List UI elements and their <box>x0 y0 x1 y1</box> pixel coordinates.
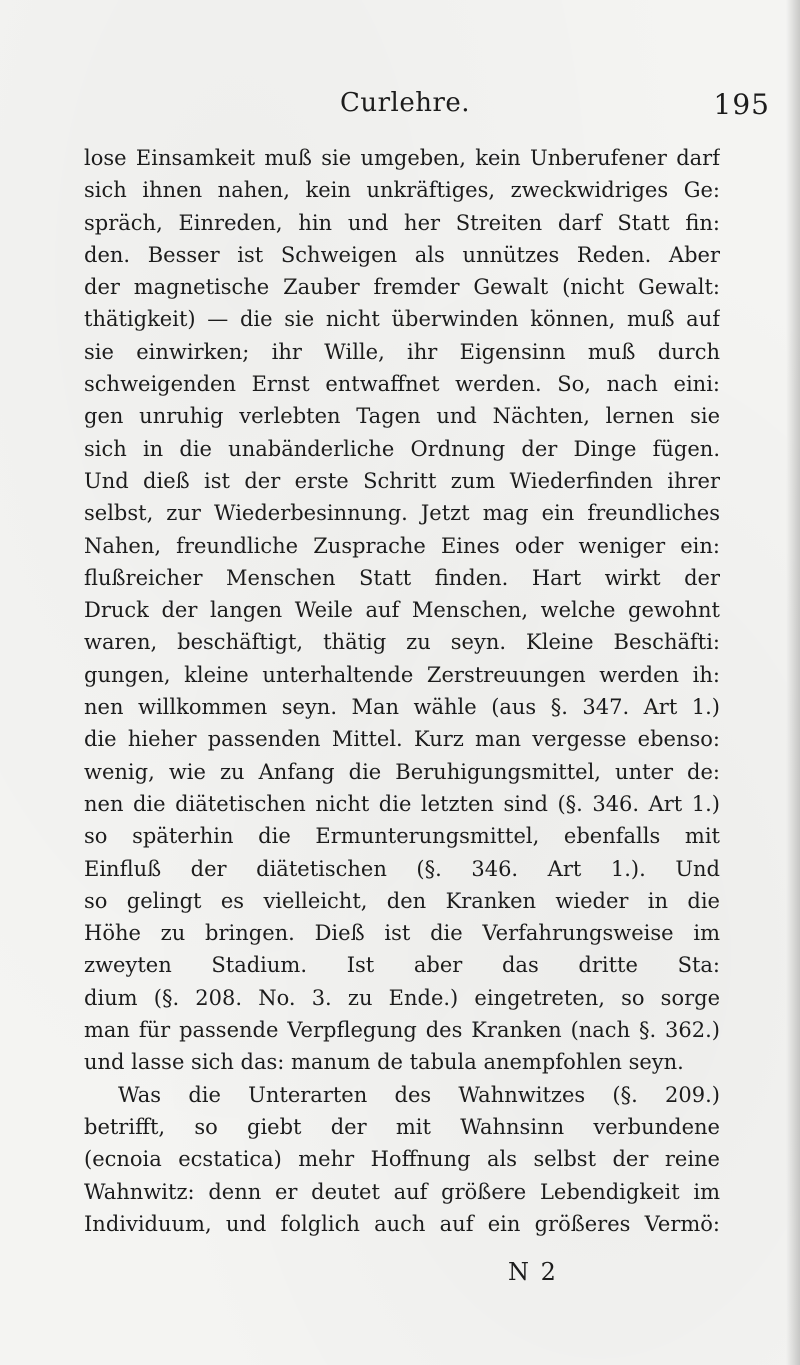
text-line: Wahnwitz: denn er deutet auf größere Lebendigkeit im <box>84 1179 720 1204</box>
text-line: betrifft, so giebt der mit Wahnsinn verbundene <box>84 1114 720 1139</box>
text-line: flußreicher Menschen Statt finden. Hart wirkt der <box>84 565 720 590</box>
text-line-paragraph-start: Was die Unterarten des Wahnwitzes (§. 209.) <box>118 1082 720 1107</box>
text-line: Individuum, und folglich auch auf ein größeres Vermö: <box>84 1211 720 1236</box>
text-line: nen willkommen seyn. Man wähle (aus §. 347. Art 1.) <box>84 695 720 720</box>
text-line: sie einwirken; ihr Wille, ihr Eigensinn muß durch <box>84 339 720 364</box>
text-line: lose Einsamkeit muß sie umgeben, kein Unberufener darf <box>84 146 720 170</box>
text-line: (ecnoia ecstatica) mehr Hoffnung als selbst der reine <box>84 1147 720 1172</box>
page-number: 195 <box>713 88 770 121</box>
running-head <box>80 88 770 128</box>
text-line: Höhe zu bringen. Dieß ist die Verfahrungsweise im <box>84 921 720 946</box>
signature-mark: N 2 <box>508 1258 558 1286</box>
text-line: sich ihnen nahen, kein unkräftiges, zweckwidriges Ge: <box>84 178 720 203</box>
text-line: zweyten Stadium. Ist aber das dritte Sta: <box>84 953 720 978</box>
text-line: schweigenden Ernst entwaffnet werden. So, nach eini: <box>84 372 720 397</box>
text-line: Druck der langen Weile auf Menschen, welche gewohnt <box>84 598 720 623</box>
text-line: den. Besser ist Schweigen als unnützes Reden. Aber <box>84 242 720 267</box>
text-line: waren, beschäftigt, thätig zu seyn. Kleine Beschäfti: <box>84 630 720 655</box>
text-line: der magnetische Zauber fremder Gewalt (nicht Gewalt: <box>84 275 720 300</box>
text-line: so späterhin die Ermunterungsmittel, ebenfalls mit <box>84 824 720 849</box>
page-edge-shadow <box>786 0 800 1365</box>
text-line: wenig, wie zu Anfang die Beruhigungsmittel, unter de: <box>84 759 720 784</box>
body-text <box>84 142 720 1240</box>
text-line: Nahen, freundliche Zusprache Eines oder weniger ein: <box>84 533 720 558</box>
running-head-title: Curlehre. <box>339 88 471 118</box>
text-line: man für passende Verpflegung des Kranken (nach §. 362.) <box>84 1018 720 1043</box>
text-line: thätigkeit) — die sie nicht überwinden können, muß auf <box>84 307 720 332</box>
text-line: spräch, Einreden, hin und her Streiten darf Statt fin: <box>84 210 720 235</box>
text-line: Und dieß ist der erste Schritt zum Wiederfinden ihrer <box>84 468 720 493</box>
text-line: so gelingt es vielleicht, den Kranken wieder in die <box>84 888 720 913</box>
text-line: dium (§. 208. No. 3. zu Ende.) eingetreten, so sorge <box>84 985 720 1010</box>
text-line: selbst, zur Wiederbesinnung. Jetzt mag ein freundliches <box>84 501 720 526</box>
text-line: gen unruhig verlebten Tagen und Nächten, lernen sie <box>84 404 720 429</box>
text-line: nen die diätetischen nicht die letzten sind (§. 346. Art 1.) <box>84 791 720 816</box>
text-line-paragraph-end: und lasse sich das: manum de tabula anempfohlen seyn. <box>84 1050 684 1075</box>
text-line: gungen, kleine unterhaltende Zerstreuungen werden ih: <box>84 662 720 687</box>
text-line: sich in die unabänderliche Ordnung der Dinge fügen. <box>84 436 720 461</box>
text-line: die hieher passenden Mittel. Kurz man vergesse ebenso: <box>84 727 720 752</box>
text-line: Einfluß der diätetischen (§. 346. Art 1.). Und <box>84 856 720 881</box>
